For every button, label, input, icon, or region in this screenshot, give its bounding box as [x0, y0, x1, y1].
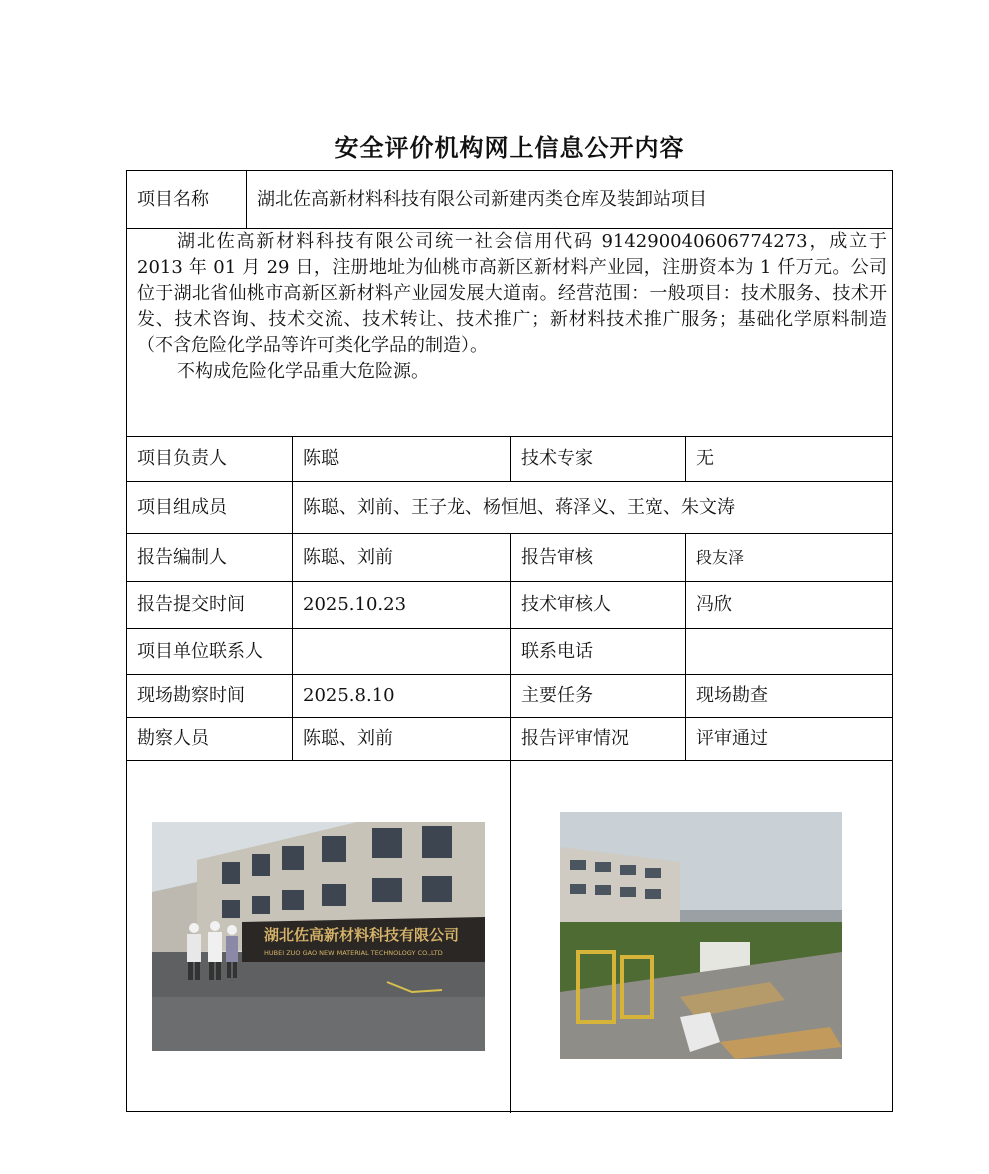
info-table: [126, 170, 893, 1112]
phone-value: [686, 629, 892, 674]
entrance-photo-image: [152, 822, 485, 1051]
entrance-sign-text: 湖北佐高新材料科技有限公司: [264, 926, 460, 944]
surveyors-label: 勘察人员: [137, 728, 209, 749]
project-description: [137, 229, 887, 385]
review-value: 段友泽: [696, 547, 745, 567]
author-label: 报告编制人: [137, 546, 227, 568]
members-label: 项目组成员: [137, 496, 227, 518]
tech-reviewer-value: 冯欣: [696, 594, 732, 615]
expert-value: 无: [696, 448, 714, 469]
leader-label: 项目负责人: [137, 448, 227, 469]
entrance-sign-subtext: HUBEI ZUO GAO NEW MATERIAL TECHNOLOGY CO.,LTD: [264, 949, 443, 957]
expert-label: 技术专家: [521, 448, 593, 469]
description-paragraph: 湖北佐高新材料科技有限公司统一社会信用代码 914290040606774273，成立于 2013 年 01 月 29 日，注册地址为仙桃市高新区新材料产业园，注册资本为 1 仟万元。公司位于湖北省仙桃市高新区新材料产业园发展大道南。经营范围：一般项目：技术服务、技术开发、技术咨询、技术交流、技术转让、技术推广；新材料技术推广服务；基础化学原料制造（不含危险化学品等许可类化学品的制造）。: [137, 231, 887, 356]
phone-label: 联系电话: [521, 640, 593, 662]
evaluation-value: 评审通过: [696, 728, 768, 749]
tech-reviewer-label: 技术审核人: [521, 594, 611, 615]
contact-label: 项目单位联系人: [137, 640, 263, 662]
submit-time-value: 2025.10.23: [303, 594, 407, 615]
task-label: 主要任务: [521, 685, 593, 706]
project-name-label: 项目名称: [137, 188, 209, 210]
task-value: 现场勘查: [696, 685, 768, 706]
author-value: 陈聪、刘前: [303, 546, 393, 568]
surveyors-value: 陈聪、刘前: [303, 728, 393, 749]
yard-photo-image: [560, 812, 842, 1059]
leader-value: 陈聪: [303, 448, 339, 469]
submit-time-label: 报告提交时间: [137, 594, 245, 615]
page-title: 安全评价机构网上信息公开内容: [334, 134, 685, 162]
members-value: 陈聪、刘前、王子龙、杨恒旭、蒋泽义、王宽、朱文涛: [303, 496, 735, 518]
description-paragraph: 不构成危险化学品重大危险源。: [177, 361, 429, 382]
project-name-value: 湖北佐高新材料科技有限公司新建丙类仓库及装卸站项目: [257, 188, 707, 210]
evaluation-label: 报告评审情况: [521, 728, 629, 749]
review-label: 报告审核: [521, 546, 593, 568]
site-photo-entrance: [152, 822, 485, 1051]
contact-value: [293, 629, 510, 674]
survey-time-label: 现场勘察时间: [137, 685, 245, 706]
survey-time-value: 2025.8.10: [303, 685, 395, 706]
site-photo-yard: [560, 812, 842, 1059]
